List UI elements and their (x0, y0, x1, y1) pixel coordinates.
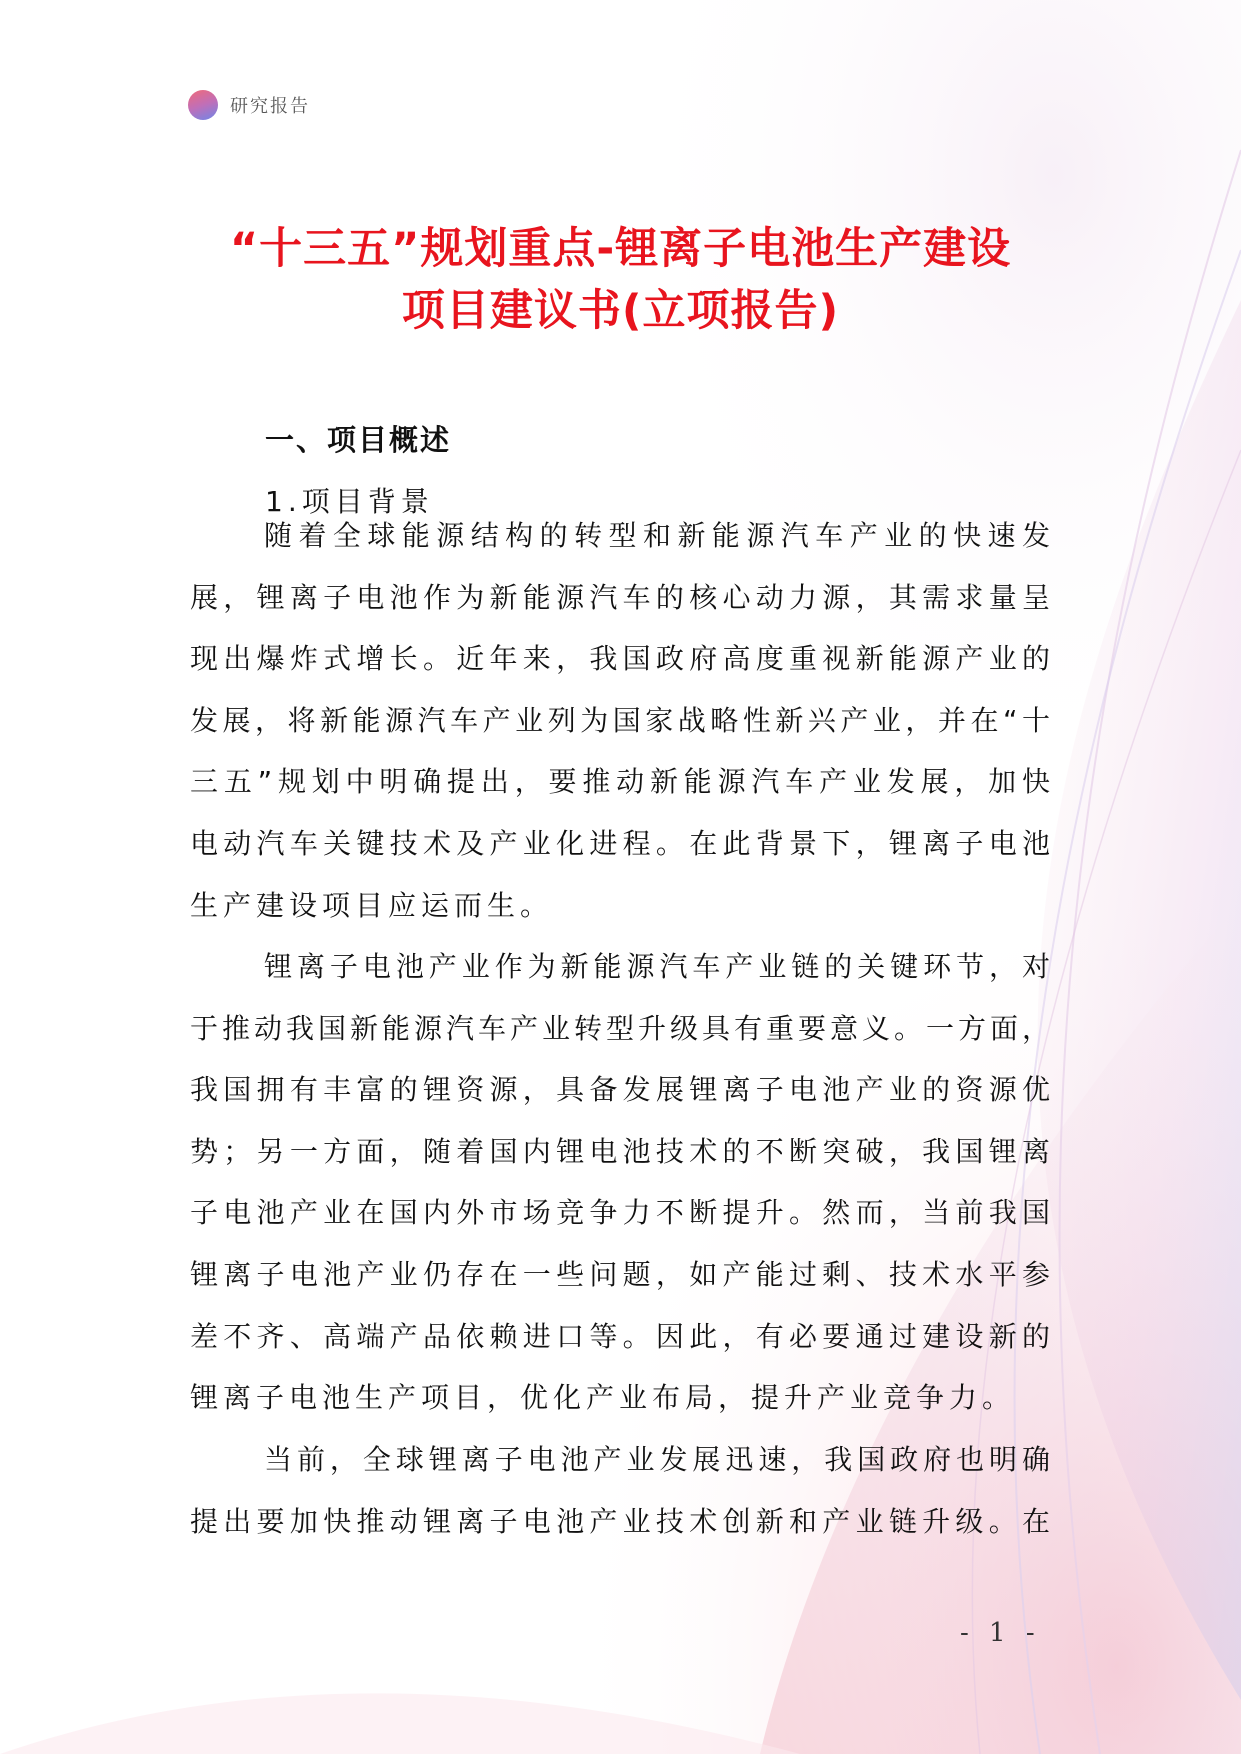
report-header (188, 90, 310, 120)
paragraph-line: 我国拥有丰富的锂资源，具备发展锂离子电池产业的资源优 (190, 1073, 1050, 1107)
paragraph-line: 于推动我国新能源汽车产业转型升级具有重要意义。一方面， (190, 1011, 1050, 1045)
paragraph-1 (190, 505, 1050, 936)
paragraph-line: 子电池产业在国内外市场竞争力不断提升。然而，当前我国 (190, 1196, 1050, 1230)
paragraph-line: 现出爆炸式增长。近年来，我国政府高度重视新能源产业的 (190, 642, 1050, 676)
paragraph-line: 提出要加快推动锂离子电池产业技术创新和产业链升级。在 (190, 1504, 1050, 1538)
paragraph-2 (190, 936, 1050, 1429)
report-logo-icon (188, 90, 218, 120)
document-title-line2: 项目建议书(立项报告) (401, 286, 840, 336)
subsection-heading: 1.项目背景 (265, 485, 434, 518)
paragraph-line: 锂离子电池产业作为新能源汽车产业链的关键环节，对 (264, 950, 1050, 983)
paragraph-line: 锂离子电池生产项目，优化产业布局，提升产业竞争力。 (190, 1381, 1016, 1415)
paragraph-3 (190, 1429, 1050, 1552)
paragraph-line: 差不齐、高端产品依赖进口等。因此，有必要通过建设新的 (190, 1319, 1050, 1353)
paragraph-line: 三五”规划中明确提出，要推动新能源汽车产业发展，加快 (190, 765, 1050, 799)
paragraph-line: 展，锂离子电池作为新能源汽车的核心动力源，其需求量呈 (190, 580, 1050, 614)
paragraph-line: 当前，全球锂离子电池产业发展迅速，我国政府也明确 (264, 1443, 1050, 1476)
page-number: - 1 - (960, 1618, 1041, 1648)
paragraph-line: 随着全球能源结构的转型和新能源汽车产业的快速发 (264, 519, 1050, 552)
paragraph-line: 势；另一方面，随着国内锂电池技术的不断突破，我国锂离 (190, 1134, 1050, 1168)
paragraph-line: 锂离子电池产业仍存在一些问题，如产能过剩、技术水平参 (190, 1257, 1050, 1291)
paragraph-line: 发展，将新能源汽车产业列为国家战略性新兴产业，并在“十 (190, 703, 1050, 737)
section-heading: 一、项目概述 (265, 423, 452, 457)
report-label: 研究报告 (230, 96, 310, 117)
document-title-line1: “十三五”规划重点-锂离子电池生产建设 (229, 224, 1012, 274)
paragraph-line: 电动汽车关键技术及产业化进程。在此背景下，锂离子电池 (190, 826, 1050, 860)
paragraph-line: 生产建设项目应运而生。 (190, 888, 554, 922)
